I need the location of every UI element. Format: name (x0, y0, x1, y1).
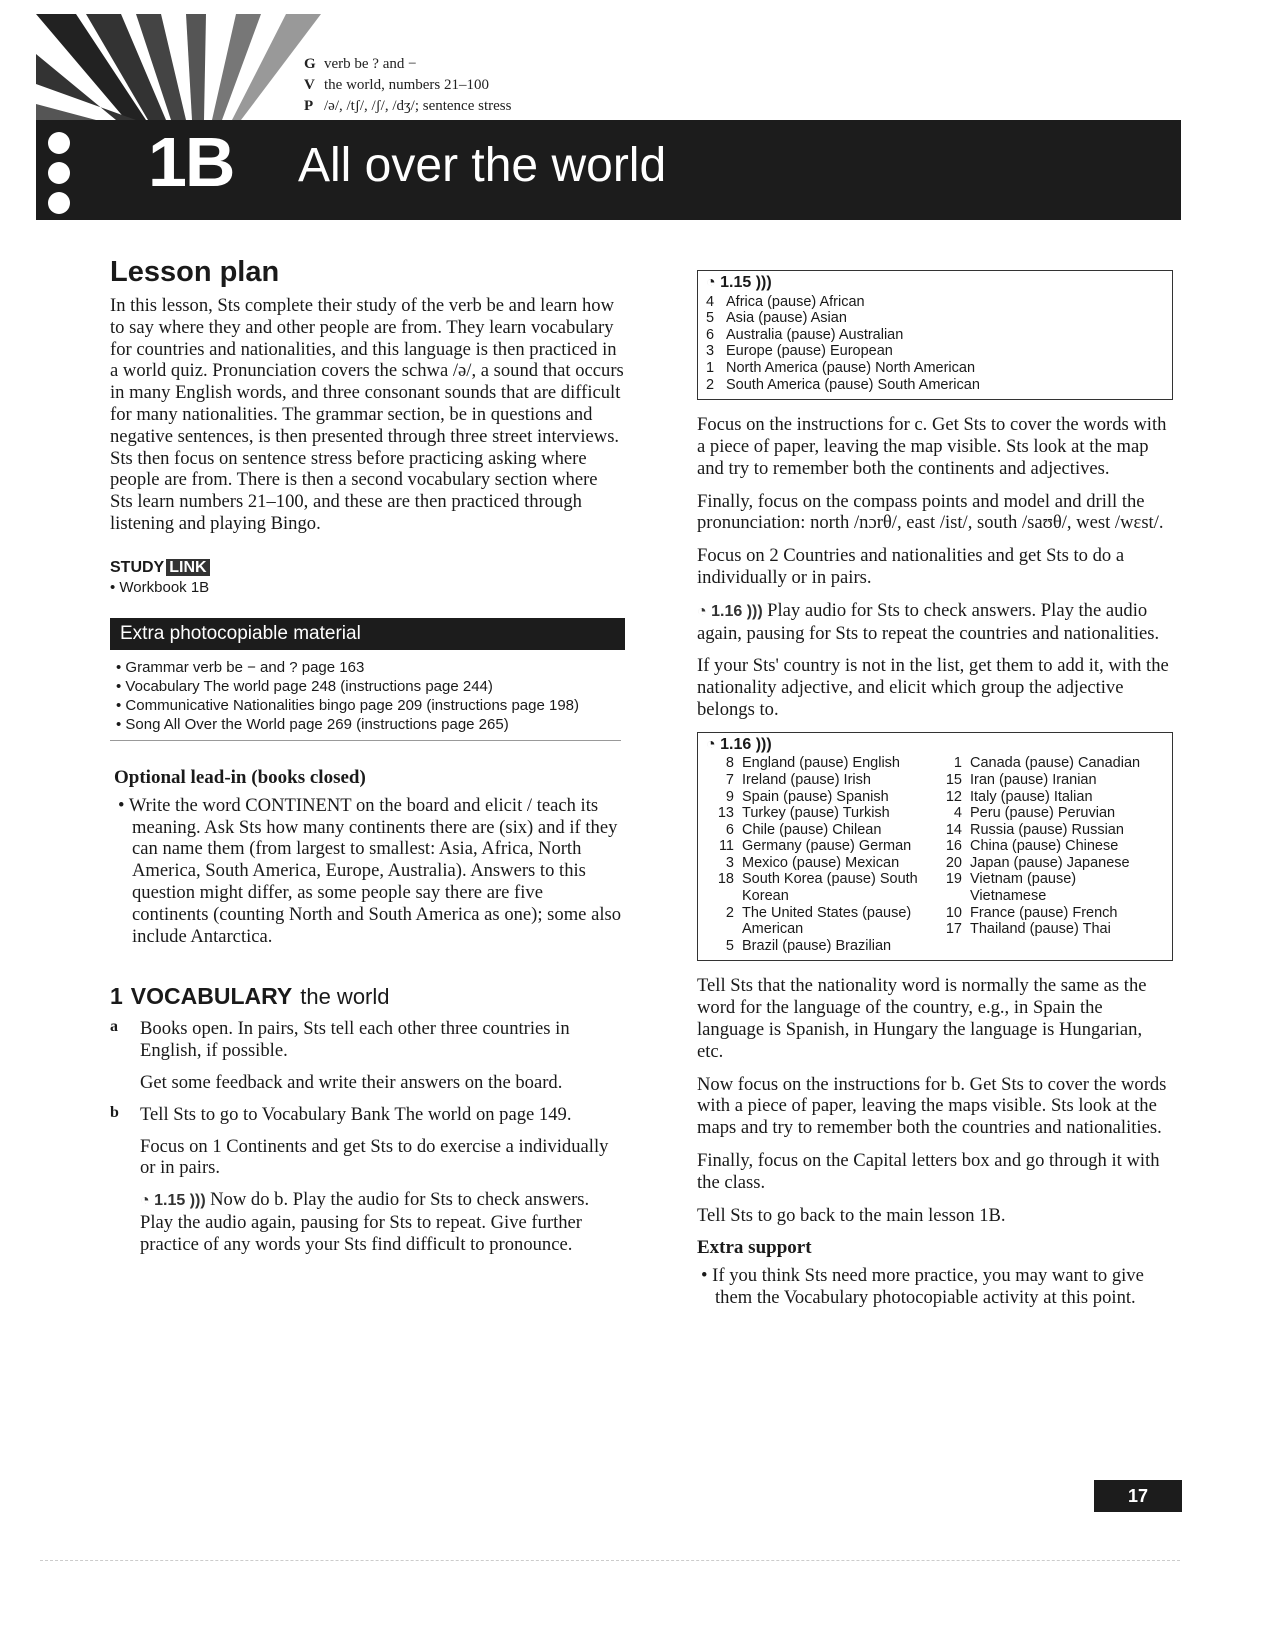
lesson-intro: In this lesson, Sts complete their study of the verb be and learn how to say where they and other people are from. They learn vocabulary for countries and nationalities, and this language is then practiced in a world quiz. Pronunciation covers the schwa /ə/, a sound that occurs in many English words, and three consonant sounds that are difficult for many nationalities. The grammar section, be in questions and negative sentences, is then presented through three street interviews. Sts then focus on sentence stress before practicing asking where people are from. There is then a second vocabulary section where Sts learn numbers 21–100, and these are then practiced through listening and playing Bingo. (110, 295, 624, 534)
extra-material-list (110, 658, 621, 741)
list-item: 3 Mexico (pause) Mexican (725, 854, 900, 871)
exercise-b: b Tell Sts to go to Vocabulary Bank The world on page 149. (110, 1103, 572, 1125)
paragraph: Now focus on the instructions for b. Get Sts to cover the words with a piece of paper, leaving the maps visible. Sts look at the maps and try to remember both the countries and nationalities. (697, 1073, 1167, 1139)
topic-pronunciation: P /ə/, /tʃ/, /ʃ/, /dʒ/; sentence stress (304, 98, 512, 114)
exercise-a-feedback: Get some feedback and write their answers on the board. (140, 1071, 563, 1093)
study-link: STUDY LINK (110, 559, 624, 577)
paragraph: Tell Sts to go back to the main lesson 1B. (697, 1204, 1006, 1226)
list-item: 16 China (pause) Chinese (945, 838, 1119, 855)
list-item: 14 Russia (pause) Russian (945, 821, 1124, 838)
extra-support-text: • If you think Sts need more practice, you may want to give them the Vocabulary photocopiable activity at this point. (697, 1265, 1173, 1309)
lead-in-heading: Optional lead-in (books closed) (114, 766, 366, 788)
audio-icon: ◔ (140, 1192, 155, 1210)
list-item: 9 Spain (pause) Spanish (725, 788, 889, 805)
list-item: 5 Brazil (pause) Brazilian (725, 937, 892, 954)
paragraph: ◔ 1.16 ))) Play audio for Sts to check answers. Play the audio again, pausing for Sts to repeat the countries and nationalities. (697, 599, 1160, 644)
extra-material-bar: Extra photocopiable material (110, 618, 625, 650)
topic-grammar: G verb be ? and − (304, 56, 417, 72)
list-item: 17 Thailand (pause) Thai (945, 921, 1111, 938)
list-item: 12 Italy (pause) Italian (945, 788, 1093, 805)
list-item: 11 Germany (pause) German (718, 838, 912, 855)
binder-hole (48, 132, 70, 154)
divider (40, 1560, 1180, 1561)
lesson-topics (304, 54, 511, 117)
paragraph: Focus on the instructions for c. Get Sts to cover the words with a piece of paper, leaving the map visible. Sts look at the map and try to remember both the continents and adjectives. (697, 414, 1167, 479)
list-item: 1 Canada (pause) Canadian (953, 755, 1141, 772)
binder-hole (48, 162, 70, 184)
list-item: 6 Australia (pause) Australian (706, 326, 904, 343)
list-item: 20 Japan (pause) Japanese (945, 854, 1130, 871)
list-item: • Communicative Nationalities bingo page 209 (instructions page 198) (116, 696, 621, 715)
paragraph: Finally, focus on the compass points and model and drill the pronunciation: north /nɔrθ/, east /ist/, south /saʊθ/, west /wɛst/. (697, 490, 1164, 534)
list-item: 19 Vietnam (pause) Vietnamese (945, 871, 1077, 905)
vocabulary-heading: 1 VOCABULARY the world (110, 983, 390, 1010)
list-item: 18 South Korea (pause) South Korean (717, 871, 918, 905)
paragraph: Focus on 2 Countries and nationalities and get Sts to do a individually or in pairs. (697, 545, 1125, 588)
list-item: 3 Europe (pause) European (706, 343, 893, 360)
audio-icon: ◔ (697, 602, 712, 620)
list-item: • Vocabulary The world page 248 (instructions page 244) (116, 677, 621, 696)
lesson-plan-heading: Lesson plan (110, 256, 280, 288)
audio-box-1-15: ◔ 1.15 ))) 4 Africa (pause) African 5 Asia (pause) Asian 6 Australia (pause) Australian 3 Europe (pause) European 1 North America (pause) North American 2 South America (pause) South American (697, 270, 1173, 400)
lead-in-text: • Write the word CONTINENT on the board and elicit / teach its meaning. Ask Sts how many continents there are (six) and if they can name them (from largest to smallest: Asia, Africa, North America, South America, Europe, Australia). Answers to this question might differ, as some people say there are five continents (counting North and South America as one); some also include Antarctica. (114, 795, 624, 948)
exercise-a: a Books open. In pairs, Sts tell each other three countries in English, if possible. (110, 1018, 570, 1062)
paragraph: Tell Sts that the nationality word is normally the same as the word for the language of the country, e.g., in Spain the language is Spanish, in Hungary the language is Hungarian, etc. (697, 975, 1147, 1062)
audio-icon: ◔ (706, 735, 721, 753)
exercise-b-continents: Focus on 1 Continents and get Sts to do exercise a individually or in pairs. (140, 1135, 609, 1179)
list-item: 4 Africa (pause) African (706, 293, 865, 310)
page-number: 17 (1094, 1480, 1182, 1512)
list-item: 2 The United States (pause) American (725, 904, 912, 938)
countries-right-list (934, 755, 1154, 954)
list-item: • Grammar verb be − and ? page 163 (116, 658, 621, 677)
audio-icon: ◔ (706, 274, 721, 291)
audio-box-1-16: ◔ 1.16 ))) 8 England (pause) English 7 Ireland (pause) Irish 9 Spain (pause) Spanish 13 Turkey (pause) Turkish 6 Chile (pause) Chilean 11 Germany (pause) German 3 Mexico (pause) Mexican 18 South Korea (pause) South Korean 2 The United States (pause) American 5 Brazil (pause) Brazilian 1 Canada (pause) Canadian 15 Iran (pause) Iranian 12 Italy (pause) Italian 4 Peru (pause) Peruvian 14 Russia (pause) Russian 16 China (pause) Chinese 20 Japan (pause) Japanese 19 Vietnam (pause) Vietnamese 10 France (pause) French 17 Thailand (pause) Thai (697, 732, 1173, 962)
list-item: 4 Peru (pause) Peruvian (953, 805, 1116, 822)
list-item: 7 Ireland (pause) Irish (725, 771, 871, 788)
list-item: 15 Iran (pause) Iranian (945, 771, 1097, 788)
extra-support-heading: Extra support (697, 1237, 812, 1259)
paragraph: Finally, focus on the Capital letters box and go through it with the class. (697, 1150, 1160, 1193)
unit-code: 1B (148, 123, 234, 201)
countries-left-list (706, 755, 934, 954)
exercise-b-audio: ◔ 1.15 ))) Now do b. Play the audio for Sts to check answers. Play the audio again, pausing for Sts to repeat. Give further practice of any words your Sts find difficult to pronounce. (140, 1189, 590, 1255)
list-item: 2 South America (pause) South American (706, 376, 980, 393)
left-column (110, 256, 624, 1266)
paragraph: If your Sts' country is not in the list, get them to add it, with the nationality adjective, and elicit which group the adjective belongs to. (697, 655, 1169, 720)
list-item: 8 England (pause) English (725, 755, 900, 772)
list-item: 5 Asia (pause) Asian (706, 310, 847, 327)
workbook-ref: • Workbook 1B (110, 578, 210, 596)
list-item: 6 Chile (pause) Chilean (725, 821, 882, 838)
list-item: • Song All Over the World page 269 (instructions page 265) (116, 715, 621, 734)
list-item: 13 Turkey (pause) Turkish (717, 805, 890, 822)
binder-hole (48, 192, 70, 214)
unit-header (36, 14, 1181, 220)
topic-vocabulary: V the world, numbers 21–100 (304, 77, 489, 93)
unit-title: All over the world (298, 139, 667, 192)
right-column (697, 270, 1173, 1320)
list-item: 10 France (pause) French (945, 904, 1118, 921)
list-item: 1 North America (pause) North American (706, 359, 976, 376)
